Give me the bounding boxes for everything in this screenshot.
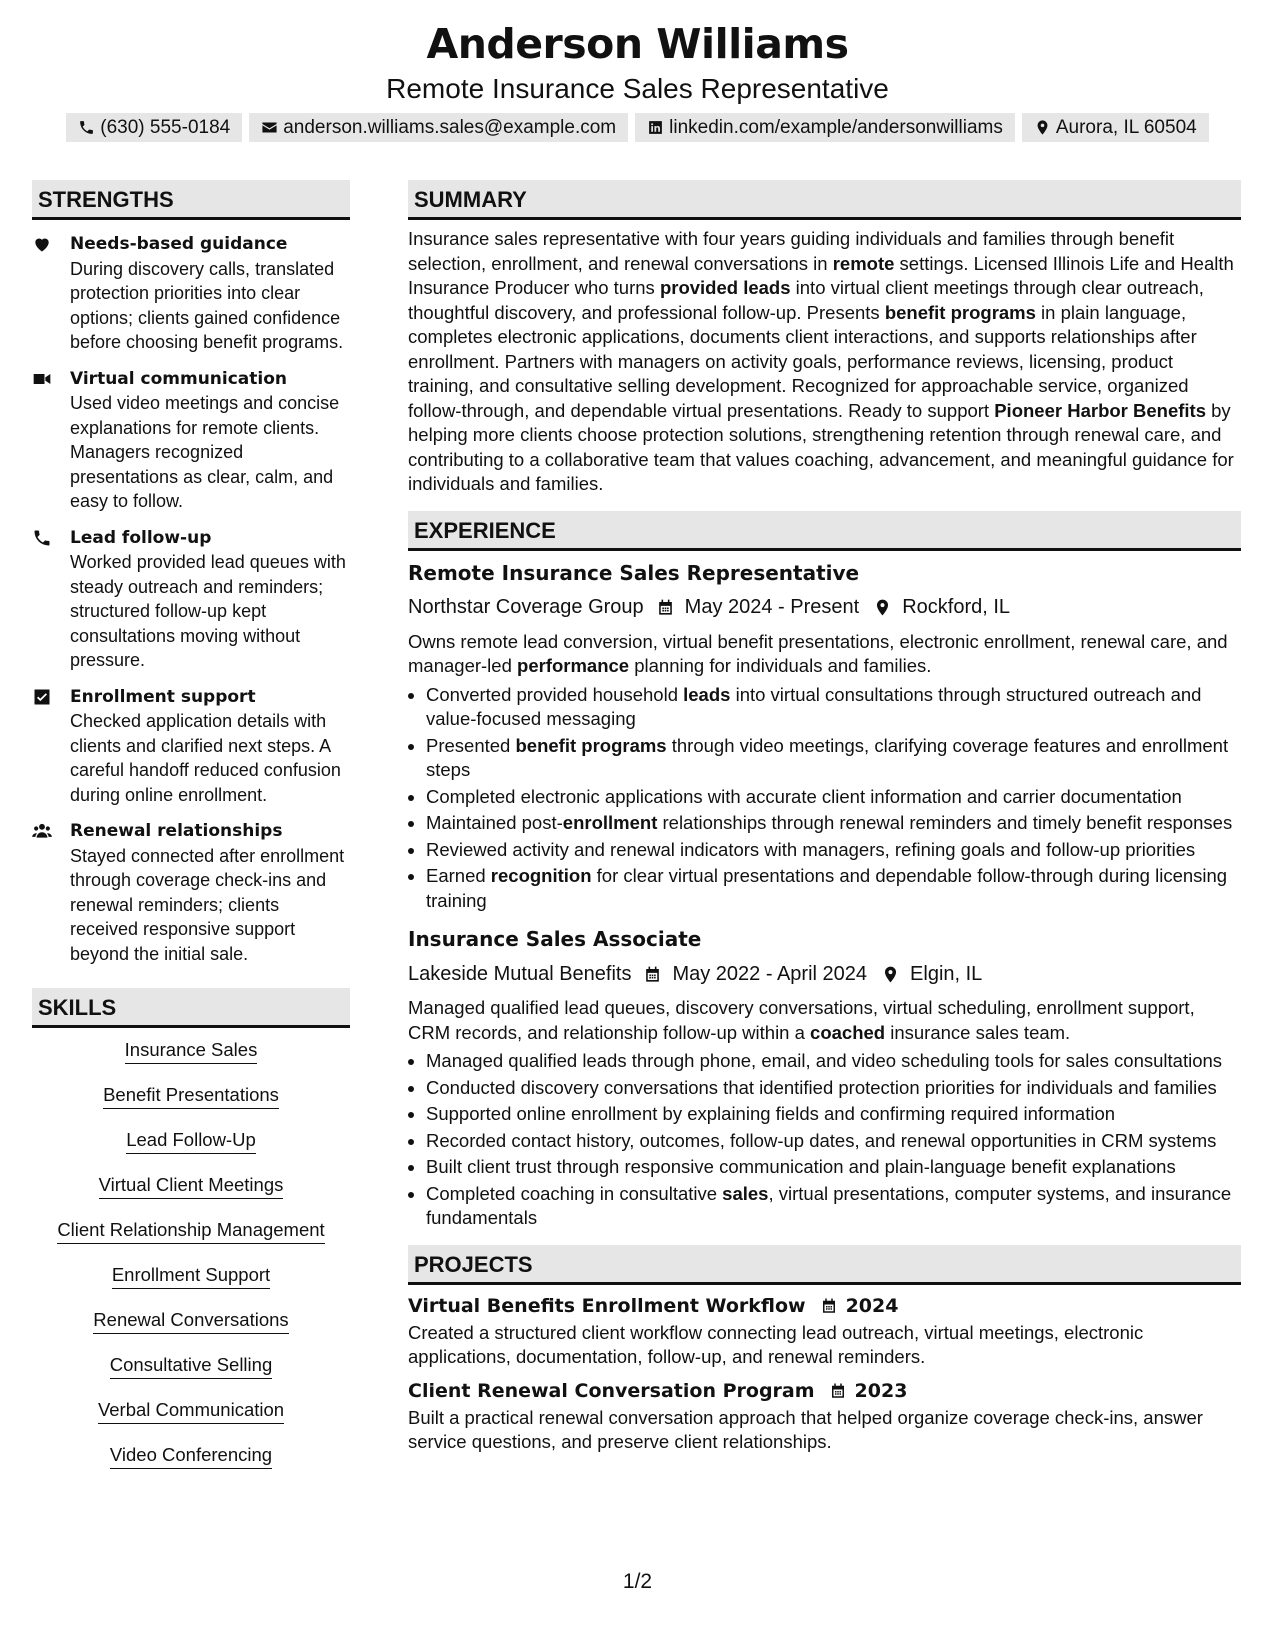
calendar-icon — [643, 965, 662, 984]
job-bullet: • Recorded contact history, outcomes, follow-up dates, and renewal opportunities in CRM systems — [426, 1129, 1241, 1154]
job-entry — [408, 927, 1241, 1231]
projects-heading: PROJECTS — [408, 1245, 1241, 1285]
job-bullet: • Supported online enrollment by explaining fields and confirming required information — [426, 1102, 1241, 1127]
job-bullet: • Completed coaching in consultative sales, virtual presentations, computer systems, and insurance fundamentals — [426, 1182, 1241, 1231]
job-bullet: • Reviewed activity and renewal indicators with managers, refining goals and follow-up priorities — [426, 838, 1241, 863]
strength-item — [32, 526, 350, 673]
project-title: Client Renewal Conversation Program — [408, 1379, 815, 1402]
skill-item: Lead Follow-Up — [126, 1128, 256, 1154]
contact-chip[interactable] — [1022, 113, 1209, 142]
heart-icon — [32, 234, 52, 254]
strength-item — [32, 685, 350, 808]
summary-text: Insurance sales representative with four years guiding individuals and families through benefit selection, enrollment, and renewal conversations in remote settings. Licensed Illinois Life and Health Insurance Producer who turns provided leads into virtual client meetings through clear outreach, thoughtful discovery, and professional follow-up. Presents benefit programs in plain language, completes electronic applications, documents client interactions, and supports relationships after enrollment. Partners with managers on activity goals, performance reviews, licensing, product training, and consultative selling development. Recognized for approachable service, organized follow-through, and dependable virtual presentations. Ready to support Pioneer Harbor Benefits by helping more clients choose protection solutions, strengthening retention through renewal care, and contributing to a collaborative team that values coaching, advancement, and meaningful guidance for individuals and families. — [408, 228, 1234, 494]
job-dates: May 2022 - April 2024 — [672, 962, 868, 985]
project-entry — [408, 1295, 1241, 1370]
strength-item — [32, 367, 350, 514]
right-column — [408, 180, 1241, 1455]
contact-chip[interactable] — [635, 113, 1015, 142]
candidate-name: Anderson Williams — [426, 20, 849, 68]
strength-item — [32, 232, 350, 355]
skills-list — [32, 1038, 350, 1488]
strength-title: Lead follow-up — [70, 527, 212, 548]
job-meta — [408, 595, 1241, 621]
project-text: Created a structured client workflow connecting lead outreach, virtual meetings, electronic applications, documentation, follow-up, and renewal reminders. — [408, 1321, 1144, 1367]
strength-text: Worked provided lead queues with steady outreach and reminders; structured follow-up kept consultations moving without pressure. — [70, 552, 346, 670]
skill-item: Enrollment Support — [112, 1263, 270, 1289]
phone-icon — [32, 528, 52, 548]
skill-item: Verbal Communication — [98, 1398, 284, 1424]
phone-icon — [78, 119, 95, 136]
job-location: Rockford, IL — [902, 596, 1011, 618]
contact-text: (630) 555-0184 — [100, 117, 231, 138]
project-text: Built a practical renewal conversation approach that helped organize coverage check-ins, answer service questions, and preserve client relationships. — [408, 1406, 1203, 1452]
project-title: Virtual Benefits Enrollment Workflow — [408, 1294, 806, 1317]
contact-text: Aurora, IL 60504 — [1055, 117, 1197, 138]
skill-item: Benefit Presentations — [103, 1083, 279, 1109]
calendar-icon — [820, 1297, 838, 1315]
job-bullet: • Maintained post-enrollment relationships through renewal reminders and timely benefit responses — [426, 811, 1241, 836]
left-column — [32, 180, 350, 1488]
project-year: 2024 — [845, 1294, 899, 1317]
job-title: Remote Insurance Sales Representative — [408, 560, 860, 585]
job-bullet: • Managed qualified leads through phone, email, and video scheduling tools for sales consultations — [426, 1049, 1241, 1074]
experience-list — [408, 561, 1241, 1231]
strengths-list — [32, 232, 350, 966]
strength-title: Needs-based guidance — [70, 234, 288, 254]
location-pin-icon — [873, 598, 892, 617]
strength-text: During discovery calls, translated protection priorities into clear options; clients gained confidence before choosing benefit programs. — [70, 258, 344, 352]
envelope-icon — [261, 119, 278, 136]
project-entry — [408, 1380, 1241, 1455]
skill-item: Insurance Sales — [125, 1038, 258, 1064]
contact-bar — [0, 113, 1275, 142]
contact-chip[interactable] — [249, 113, 628, 142]
calendar-icon — [656, 598, 675, 617]
skill-item: Consultative Selling — [110, 1353, 272, 1379]
job-location: Elgin, IL — [910, 962, 983, 985]
skill-item: Renewal Conversations — [93, 1308, 288, 1334]
job-bullets — [408, 1049, 1241, 1231]
job-bullet: • Earned recognition for clear virtual presentations and dependable follow-through during licensing training — [426, 864, 1241, 913]
job-bullet: • Built client trust through responsive communication and plain-language benefit explanations — [426, 1155, 1241, 1180]
skill-item: Video Conferencing — [110, 1443, 272, 1469]
job-bullet: • Completed electronic applications with accurate client information and carrier documentation — [426, 785, 1241, 810]
linkedin-icon — [647, 119, 664, 136]
job-bullet: • Presented benefit programs through video meetings, clarifying coverage features and enrollment steps — [426, 734, 1241, 783]
skill-item: Client Relationship Management — [57, 1218, 324, 1244]
job-bullet: • Converted provided household leads into virtual consultations through structured outreach and value-focused messaging — [426, 683, 1241, 732]
job-company: Lakeside Mutual Benefits — [408, 962, 632, 985]
calendar-icon — [829, 1382, 847, 1400]
strength-title: Renewal relationships — [70, 821, 283, 841]
project-year: 2023 — [854, 1379, 908, 1402]
candidate-title: Remote Insurance Sales Representative — [386, 73, 889, 104]
page-number: 1/2 — [622, 1570, 653, 1593]
checkbox-icon — [32, 687, 52, 707]
job-company: Northstar Coverage Group — [408, 596, 644, 618]
contact-text: linkedin.com/example/andersonwilliams — [669, 117, 1003, 138]
strength-item — [32, 819, 350, 966]
job-dates: May 2024 - Present — [684, 596, 860, 618]
video-camera-icon — [32, 369, 52, 389]
location-pin-icon — [881, 965, 900, 984]
projects-list — [408, 1295, 1241, 1455]
summary-heading: SUMMARY — [408, 180, 1241, 220]
strengths-heading: STRENGTHS — [32, 180, 350, 220]
skill-item: Virtual Client Meetings — [99, 1173, 284, 1199]
contact-chip[interactable] — [66, 113, 242, 142]
strength-text: Checked application details with clients and clarified next steps. A careful handoff reduced confusion during online enrollment. — [70, 711, 341, 805]
job-entry — [408, 561, 1241, 914]
skills-heading: SKILLS — [32, 988, 350, 1028]
strength-title: Virtual communication — [70, 368, 288, 389]
experience-heading: EXPERIENCE — [408, 511, 1241, 551]
location-pin-icon — [1034, 119, 1051, 136]
job-bullet: • Conducted discovery conversations that identified protection priorities for individuals and families — [426, 1076, 1241, 1101]
strength-text: Stayed connected after enrollment through coverage check-ins and renewal reminders; clients received responsive support beyond the initial sale. — [70, 845, 345, 964]
job-title: Insurance Sales Associate — [408, 927, 702, 951]
strength-title: Enrollment support — [70, 686, 256, 707]
job-meta — [408, 961, 1241, 987]
contact-text: anderson.williams.sales@example.com — [283, 117, 617, 138]
job-bullets — [408, 683, 1241, 914]
job-description: Owns remote lead conversion, virtual benefit presentations, electronic enrollment, renewal care, and manager-led performance planning for individuals and families. — [408, 630, 1228, 676]
strength-text: Used video meetings and concise explanations for remote clients. Managers recognized presentations as clear, calm, and easy to follow. — [70, 393, 340, 511]
users-icon — [32, 821, 52, 841]
job-description: Managed qualified lead queues, discovery conversations, virtual scheduling, enrollment support, CRM records, and relationship follow-up within a coached insurance sales team. — [408, 997, 1195, 1043]
